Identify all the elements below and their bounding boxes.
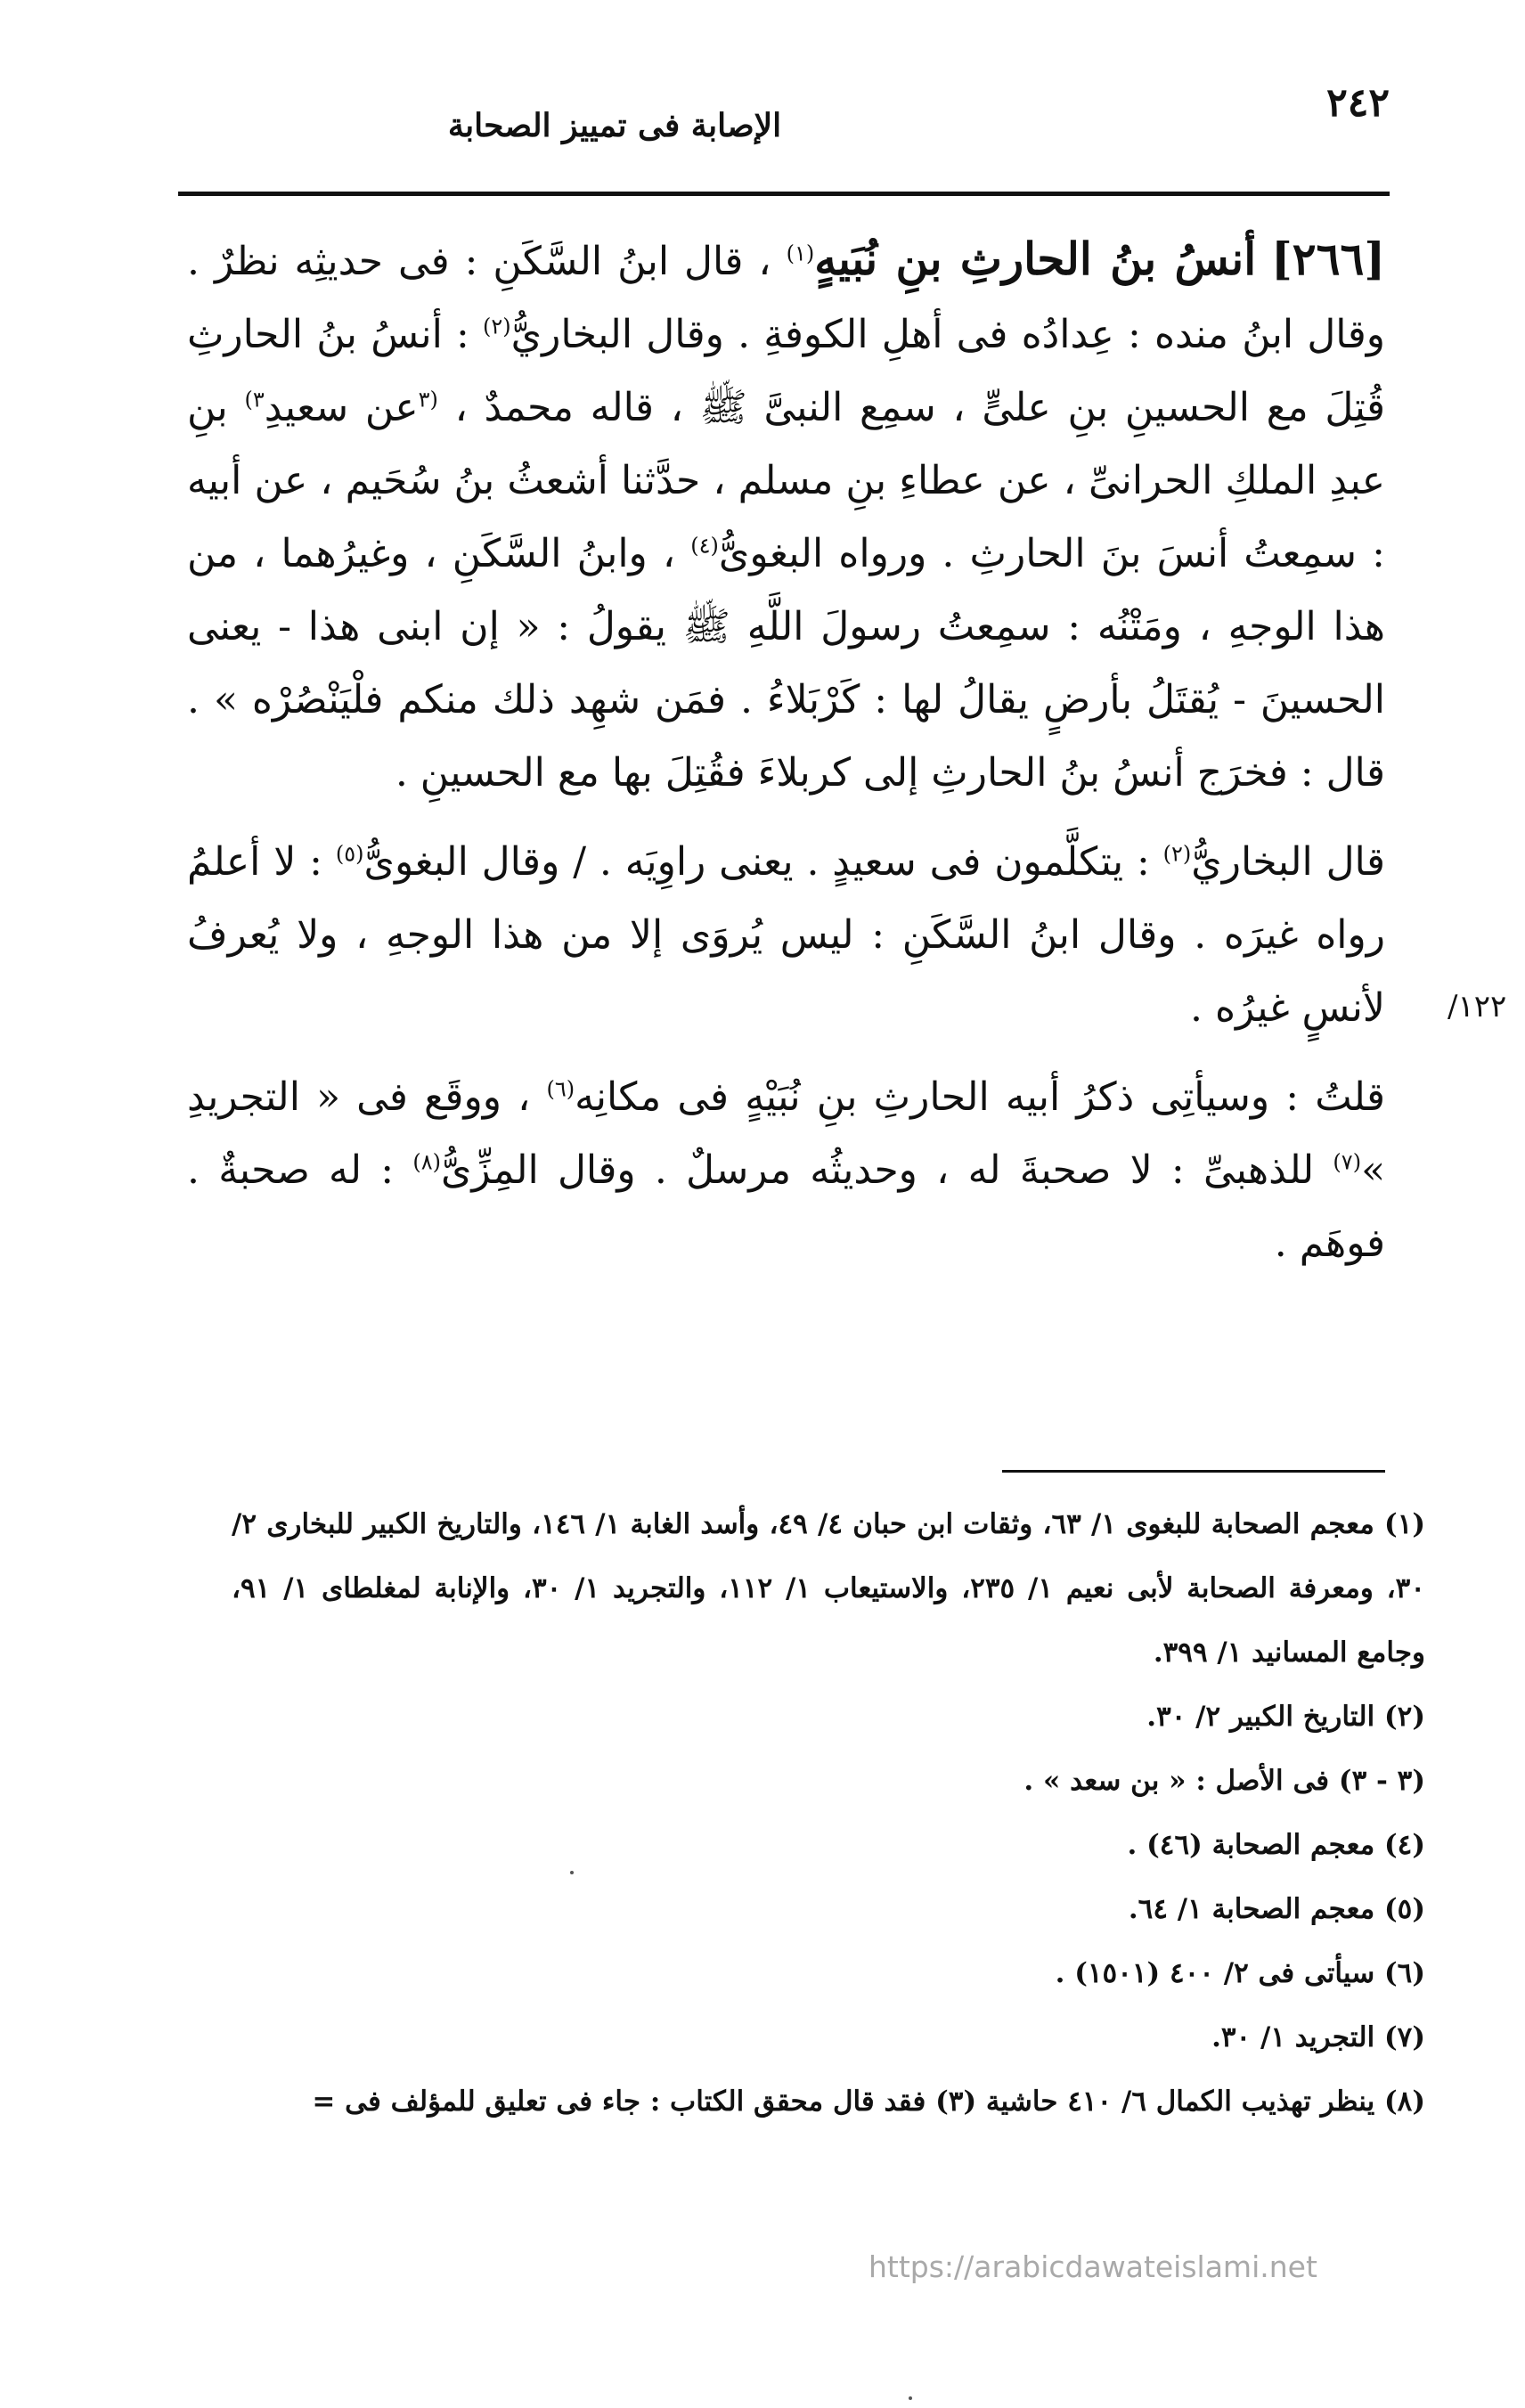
footnote-ref: (٤) — [690, 533, 719, 559]
footnote-ref: (١) — [786, 241, 815, 266]
paragraph-3 — [187, 1061, 1385, 1280]
paragraph-text: بنِ عبدِ الملكِ الحرانىِّ ، عن عطاءِ بنِ مسلم ، حدَّثنا أشعثُ بنُ سُحَيم ، عن أبيه : سمِعتُ أنسَ بنَ الحارثِ . ورواه البغوىُّ — [187, 385, 1385, 576]
scan-speck — [909, 2396, 912, 2400]
paragraph-text: ، ووقَع فى « التجريدِ » — [187, 1074, 1385, 1193]
watermark-url: https://arabicdawateislami.net — [869, 2249, 1317, 2284]
main-text — [187, 223, 1385, 1296]
paragraph-text: قال البخاريُّ — [1191, 839, 1385, 885]
footnote-2: (٢) التاريخ الكبير ٢/ ٣٠. — [1146, 1701, 1425, 1733]
paragraph-text: : له صحبةٌ . فوهَم . — [187, 1147, 1385, 1266]
footnote-ref: ٣) — [244, 387, 265, 412]
paragraph-text: للذهبىِّ : لا صحبةَ له ، وحديثُه مرسلٌ . وقال المِزِّىُّ — [440, 1147, 1315, 1193]
header-rule — [178, 192, 1390, 196]
entry-name: أنسُ بنُ الحارثِ بنِ نُبَيهٍ — [814, 233, 1257, 285]
scan-speck — [570, 1871, 574, 1874]
paragraph-text: ، قال ابنُ السَّكَنِ : فى حديثِه نظرٌ . وقال ابنُ منده : عِدادُه فى أهلِ الكوفةِ . وقال البخاريُّ — [187, 239, 1385, 357]
page-header — [178, 71, 1390, 151]
footnote-ref: (٢) — [483, 314, 511, 339]
paragraph-text: : لا أعلمُ رواه غيرَه . وقال ابنُ السَّكَنِ : ليس يُروَى إلا من هذا الوجهِ ، ولا يُعرفُ لأنسٍ غيرُه . — [187, 839, 1385, 1031]
footnote-8: (٨) ينظر تهذيب الكمال ٦/ ٤١٠ حاشية (٣) فقد قال محقق الكتاب : جاء فى تعليق للمؤلف فى = — [312, 2086, 1425, 2118]
paragraph-text: ، وابنُ السَّكَنِ ، وغيرُهما ، من هذا الوجهِ ، ومَتْنُه : سمِعتُ رسولَ اللَّهِ ﷺ يقولُ : « إن ابنى هذا - يعنى الحسينَ - يُقتَلُ بأرضٍ يقالُ لها : كَرْبَلاءُ . فمَن شهِد ذلك منكم فلْيَنْصُرْه » . قال : فخرَج أنسُ بنُ الحارثِ إلى كربلاءَ فقُتِلَ بها مع الحسينِ . — [187, 531, 1385, 796]
margin-note: ١٢٢/ — [1448, 989, 1507, 1024]
footnote-ref: (٢) — [1162, 841, 1192, 867]
footnote-5: (٥) معجم الصحابة ١/ ٦٤. — [1128, 1893, 1425, 1925]
paragraph-1 — [187, 223, 1385, 810]
running-title: الإصابة فى تمييز الصحابة — [447, 107, 782, 144]
footnote-1: (١) معجم الصحابة للبغوى ١/ ٦٣، وثقات ابن حبان ٤/ ٤٩، وأسد الغابة ١/ ١٤٦، والتاريخ الكبير للبخارى ٢/ ٣٠، ومعرفة الصحابة لأبى نعيم ١/ ٢٣٥، والاستيعاب ١/ ١١٢، والتجريد ١/ ٣٠، والإنابة لمغلطاى ١/ ٩١، وجامع المسانيد ١/ ٣٩٩. — [232, 1508, 1426, 1669]
entry-number: [٢٦٦] — [1271, 233, 1385, 285]
footnotes — [232, 1492, 1425, 2134]
paragraph-text: عن سعيدِ — [264, 385, 419, 430]
footnote-7: (٧) التجريد ١/ ٣٠. — [1211, 2021, 1425, 2053]
footnote-ref: (٦) — [546, 1076, 575, 1102]
paragraph-2 — [187, 826, 1385, 1045]
footnote-ref: (٧) — [1333, 1149, 1362, 1175]
footnote-4: (٤) معجم الصحابة (٤٦) . — [1127, 1829, 1425, 1861]
footnote-rule — [1002, 1470, 1385, 1473]
footnote-6: (٦) سيأتى فى ٢/ ٤٠٠ (١٥٠١) . — [1055, 1957, 1425, 1989]
footnote-ref: (٣ — [418, 387, 438, 412]
paragraph-text: : يتكلَّمون فى سعيدٍ . يعنى راوِيَه . / وقال البغوىُّ — [363, 839, 1150, 885]
footnote-ref: (٥) — [335, 841, 364, 867]
footnote-3: (٣ - ٣) فى الأصل : « بن سعد » . — [1023, 1765, 1425, 1797]
footnote-ref: (٨) — [412, 1149, 441, 1175]
page-number: ٢٤٢ — [1326, 80, 1390, 126]
paragraph-text: قلتُ : وسيأتِى ذكرُ أبيه الحارثِ بنِ نُبَيْهٍ فى مكانِه — [575, 1074, 1386, 1120]
paragraph-text: : أنسُ بنُ الحارثِ قُتِلَ مع الحسينِ بنِ علىٍّ ، سمِع النبىَّ ﷺ ، قاله محمدٌ ، — [187, 312, 1385, 430]
